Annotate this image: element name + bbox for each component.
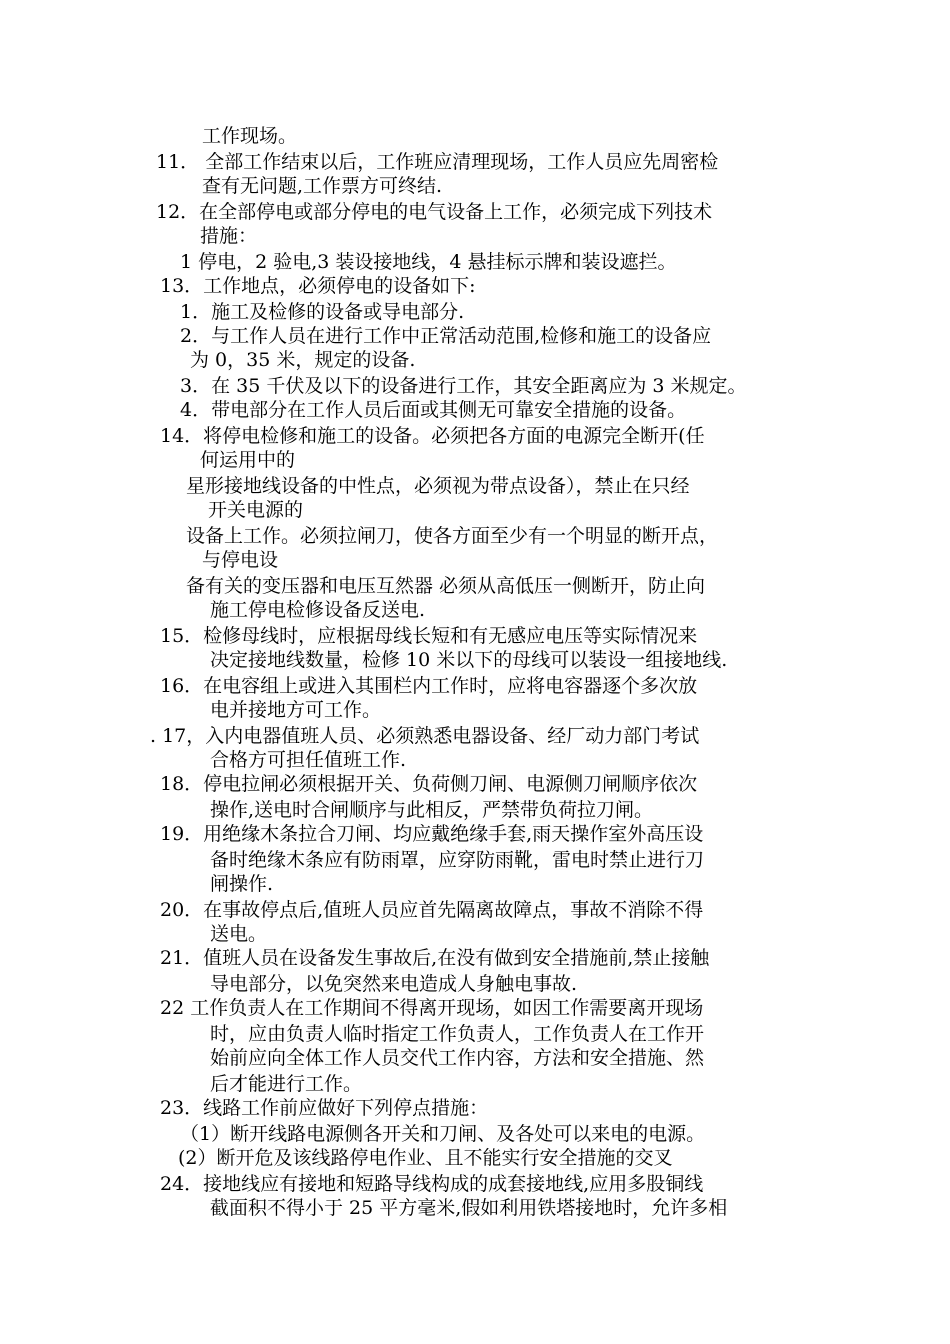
text-line: 工作现场。 xyxy=(202,125,298,147)
text-line: 20．在事故停点后,值班人员应首先隔离故障点，事故不消除不得 xyxy=(160,899,704,921)
text-line: 后才能进行工作。 xyxy=(210,1073,363,1095)
text-line: 为 0，35 米，规定的设备. xyxy=(190,349,416,371)
text-line: 时，应由负责人临时指定工作负责人，工作负责人在工作开 xyxy=(210,1023,705,1045)
text-line: 闸操作. xyxy=(210,873,274,895)
text-line: 与停电设 xyxy=(202,549,279,571)
text-line: 备有关的变压器和电压互然器 必须从高低压一侧断开，防止向 xyxy=(186,575,706,597)
text-line: 设备上工作。必须拉闸刀，使各方面至少有一个明显的断开点， xyxy=(186,525,719,547)
text-line: 23．线路工作前应做好下列停点措施： xyxy=(160,1097,489,1119)
text-line: 16．在电容组上或进入其围栏内工作时，应将电容器逐个多次放 xyxy=(160,675,698,697)
text-line: 导电部分，以免突然来电造成人身触电事故. xyxy=(210,973,578,995)
text-line: 1．施工及检修的设备或导电部分. xyxy=(180,301,465,323)
text-line: 措施： xyxy=(200,225,258,247)
text-line: 决定接地线数量，检修 10 米以下的母线可以装设一组接地线. xyxy=(210,649,728,671)
text-line: 22 工作负责人在工作期间不得离开现场，如因工作需要离开现场 xyxy=(160,997,704,1019)
text-line: (2）断开危及该线路停电作业、且不能实行安全措施的交叉 xyxy=(178,1147,673,1169)
text-line: 施工停电检修设备反送电. xyxy=(210,599,426,621)
text-line: 备时绝缘木条应有防雨罩，应穿防雨靴，雷电时禁止进行刀 xyxy=(210,849,705,871)
text-line: 13．工作地点，必须停电的设备如下: xyxy=(160,275,476,297)
text-line: 何运用中的 xyxy=(200,449,296,471)
text-line: 21．值班人员在设备发生事故后,在没有做到安全措施前,禁止接触 xyxy=(160,947,710,969)
text-line: 1 停电，2 验电,3 装设接地线，4 悬挂标示牌和装设遮拦。 xyxy=(180,251,677,273)
text-line: 2．与工作人员在进行工作中正常活动范围,检修和施工的设备应 xyxy=(180,325,712,347)
text-line: 开关电源的 xyxy=(208,499,304,521)
text-line: 18．停电拉闸必须根据开关、负荷侧刀闸、电源侧刀闸顺序依次 xyxy=(160,773,698,795)
text-line: 15．检修母线时，应根据母线长短和有无感应电压等实际情况来 xyxy=(160,625,698,647)
text-line: 送电。 xyxy=(210,923,268,945)
text-line: 星形接地线设备的中性点，必须视为带点设备），禁止在只经 xyxy=(186,475,690,497)
text-line: 12．在全部停电或部分停电的电气设备上工作，必须完成下列技术 xyxy=(156,201,713,223)
text-line: 19．用绝缘木条拉合刀闸、均应戴绝缘手套,雨天操作室外高压设 xyxy=(160,823,704,845)
text-line: 14．将停电检修和施工的设备。必须把各方面的电源完全断开(任 xyxy=(160,425,705,447)
text-line: 4．带电部分在工作人员后面或其侧无可靠安全措施的设备。 xyxy=(180,399,687,421)
text-line: （1）断开线路电源侧各开关和刀闸、及各处可以来电的电源。 xyxy=(180,1123,706,1145)
text-line: 电并接地方可工作。 xyxy=(210,699,382,721)
text-line: 查有无问题,工作票方可终结. xyxy=(202,175,443,197)
text-line: 11． 全部工作结束以后，工作班应清理现场，工作人员应先周密检 xyxy=(156,151,719,173)
text-line: 始前应向全体工作人员交代工作内容，方法和安全措施、然 xyxy=(210,1047,705,1069)
text-line: 截面积不得小于 25 平方毫米,假如利用铁塔接地时，允许多相 xyxy=(210,1197,728,1219)
text-line: . 17，入内电器值班人员、必须熟悉电器设备、经厂动力部门考试 xyxy=(150,725,700,747)
text-line: 3．在 35 千伏及以下的设备进行工作，其安全距离应为 3 米规定。 xyxy=(180,375,747,397)
text-line: 合格方可担任值班工作. xyxy=(210,749,407,771)
text-line: 操作,送电时合闸顺序与此相反，严禁带负荷拉刀闸。 xyxy=(210,799,654,821)
text-line: 24．接地线应有接地和短路导线构成的成套接地线,应用多股铜线 xyxy=(160,1173,704,1195)
